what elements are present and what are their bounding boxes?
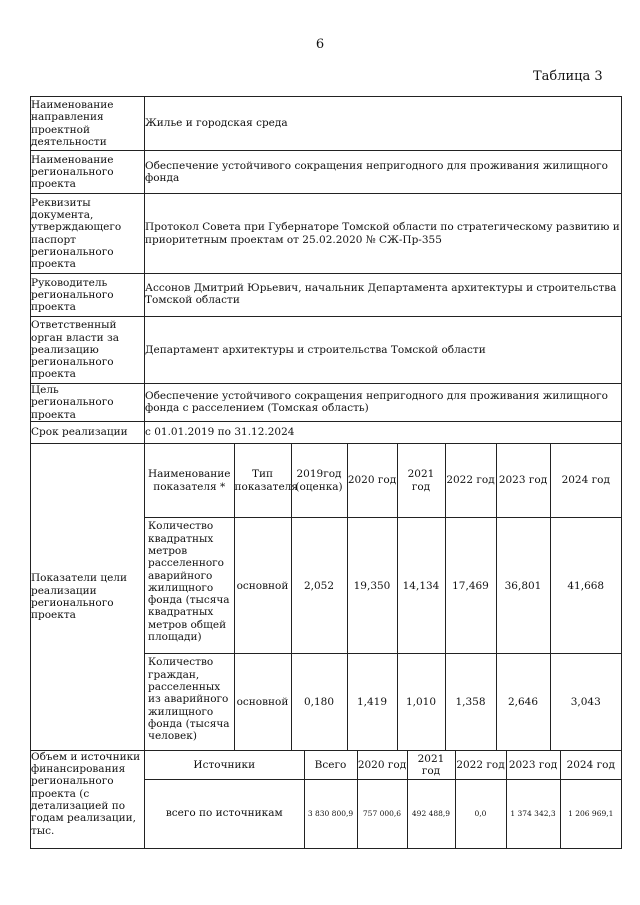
financing-value: 1 374 342,3 xyxy=(506,780,560,848)
indicator-value: 1,419 xyxy=(347,654,397,750)
financing-value: 3 830 800,9 xyxy=(304,780,357,848)
row-value: Департамент архитектуры и строительства Томской области xyxy=(145,317,622,384)
indicator-value: 3,043 xyxy=(550,654,621,750)
financing-row xyxy=(31,750,622,848)
row-value: Протокол Совета при Губернаторе Томской области по стратегическому развитию и приоритетным проектам от 25.02.2020 № СЖ-Пр-355 xyxy=(145,194,622,274)
header-cell: 2020 год xyxy=(347,444,397,518)
indicator-row xyxy=(145,654,621,750)
financing-header xyxy=(145,751,621,780)
indicator-row xyxy=(145,518,621,654)
indicator-value: 2,052 xyxy=(291,518,347,654)
financing-table xyxy=(145,751,621,848)
indicator-type: основной xyxy=(234,518,291,654)
header-cell: Всего xyxy=(304,751,357,780)
indicator-name: Количество граждан, расселенных из аварийного жилищного фонда (тысяча человек) xyxy=(145,654,234,750)
indicators-header xyxy=(145,444,621,518)
header-cell: 2020 год xyxy=(357,751,407,780)
header-cell: 2021 год xyxy=(397,444,445,518)
indicator-value: 2,646 xyxy=(496,654,550,750)
indicator-value: 41,668 xyxy=(550,518,621,654)
row-value: Обеспечение устойчивого сокращения непригодного для проживания жилищного фонда xyxy=(145,151,622,194)
header-cell: 2023 год xyxy=(506,751,560,780)
row-value: Жилье и городская среда xyxy=(145,97,622,151)
indicator-value: 36,801 xyxy=(496,518,550,654)
header-cell: Наименование показателя * xyxy=(145,444,234,518)
financing-value: 0,0 xyxy=(455,780,506,848)
row-label: Ответственный орган власти за реализацию регионального проекта xyxy=(31,317,145,384)
indicators-label: Показатели цели реализации регионального проекта xyxy=(31,443,145,750)
header-cell: Источники xyxy=(145,751,304,780)
table-row xyxy=(31,421,622,443)
row-label: Цель регионального проекта xyxy=(31,384,145,422)
passport-table xyxy=(30,96,621,849)
table-row xyxy=(31,384,622,422)
indicator-name: Количество квадратных метров расселенного аварийного жилищного фонда (тысяча квадратных метров общей площади) xyxy=(145,518,234,654)
indicator-value: 14,134 xyxy=(397,518,445,654)
header-cell: 2023 год xyxy=(496,444,550,518)
row-label: Наименование направления проектной деятельности xyxy=(31,97,145,151)
source-name: всего по источникам xyxy=(145,780,304,848)
row-label: Срок реализации xyxy=(31,421,145,443)
financing-label: Объем и источники финансирования регионального проекта (с детализацией по годам реализации, тыс. xyxy=(31,750,145,848)
row-label: Наименование регионального проекта xyxy=(31,151,145,194)
indicator-value: 17,469 xyxy=(445,518,496,654)
row-value: с 01.01.2019 по 31.12.2024 xyxy=(145,421,622,443)
table-row xyxy=(31,194,622,274)
page-number: 6 xyxy=(315,37,325,52)
indicator-value: 1,010 xyxy=(397,654,445,750)
header-cell: 2024 год xyxy=(560,751,621,780)
header-cell: Тип показателя xyxy=(234,444,291,518)
financing-value: 1 206 969,1 xyxy=(560,780,621,848)
indicator-value: 1,358 xyxy=(445,654,496,750)
indicator-value: 0,180 xyxy=(291,654,347,750)
row-value: Ассонов Дмитрий Юрьевич, начальник Департамента архитектуры и строительства Томской области xyxy=(145,274,622,317)
table-row xyxy=(31,97,622,151)
indicator-type: основной xyxy=(234,654,291,750)
table-row xyxy=(31,151,622,194)
financing-value: 492 488,9 xyxy=(407,780,455,848)
financing-value: 757 000,6 xyxy=(357,780,407,848)
header-cell: 2022 год xyxy=(455,751,506,780)
header-cell: 2022 год xyxy=(445,444,496,518)
indicator-value: 19,350 xyxy=(347,518,397,654)
row-value: Обеспечение устойчивого сокращения непригодного для проживания жилищного фонда с расселением (Томская область) xyxy=(145,384,622,422)
indicators-table xyxy=(145,444,621,750)
header-cell: 2021 год xyxy=(407,751,455,780)
indicators-row xyxy=(31,443,622,750)
row-label: Реквизиты документа, утверждающего паспорт регионального проекта xyxy=(31,194,145,274)
table-row xyxy=(31,317,622,384)
table-label: Таблица 3 xyxy=(533,69,603,84)
table-row xyxy=(31,274,622,317)
row-label: Руководитель регионального проекта xyxy=(31,274,145,317)
header-cell: 2019год (оценка) xyxy=(291,444,347,518)
financing-data-row xyxy=(145,780,621,848)
header-cell: 2024 год xyxy=(550,444,621,518)
